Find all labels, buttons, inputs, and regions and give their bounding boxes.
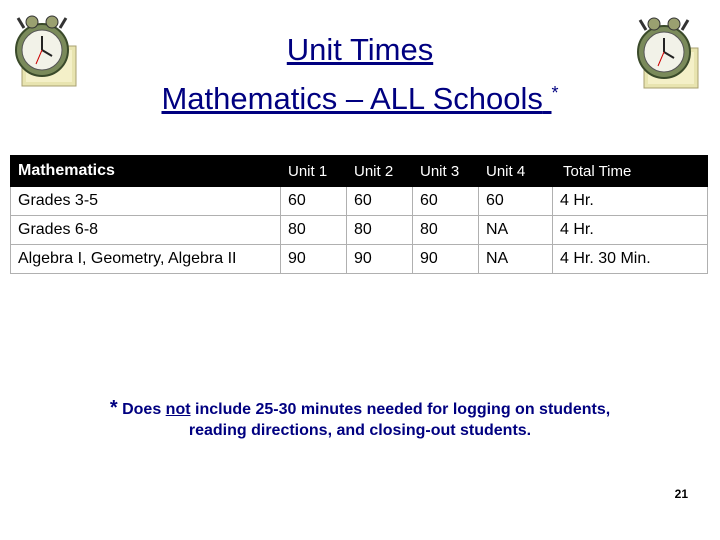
table-cell: 90 [413, 245, 479, 274]
table-cell: 60 [479, 187, 553, 216]
footnote-line-1 [0, 397, 720, 421]
table-cell: NA [479, 216, 553, 245]
table-cell: Grades 6-8 [11, 216, 281, 245]
table-cell: 80 [413, 216, 479, 245]
table-header-row [11, 156, 708, 187]
footnote-text-2: reading directions, and closing-out students. [188, 422, 532, 439]
table-row [11, 187, 708, 216]
header-cell: Mathematics [11, 156, 281, 187]
page-title [0, 30, 720, 70]
table-row [11, 216, 708, 245]
table-row [11, 245, 708, 274]
header-cell: Unit 4 [479, 156, 553, 187]
page-number: 21 [674, 487, 688, 501]
footnote-text: include 25-30 minutes needed for logging on students, [195, 401, 611, 418]
table-cell: 90 [281, 245, 347, 274]
unit-times-table [10, 155, 708, 274]
title-asterisk: * [551, 83, 559, 103]
page-subtitle [0, 73, 720, 119]
title-line-2: Mathematics – ALL Schools [161, 81, 543, 116]
table-cell: 4 Hr. 30 Min. [553, 245, 708, 274]
footnote-emphasis: not [165, 401, 191, 418]
table-cell: 60 [347, 187, 413, 216]
footnote-asterisk: * [109, 397, 118, 419]
table-cell: 80 [347, 216, 413, 245]
header-cell: Total Time [553, 156, 708, 187]
title-line-1: Unit Times [286, 32, 434, 67]
table-cell: 4 Hr. [553, 187, 708, 216]
header-cell: Unit 2 [347, 156, 413, 187]
table-cell: 80 [281, 216, 347, 245]
header-cell: Unit 3 [413, 156, 479, 187]
header-cell: Unit 1 [281, 156, 347, 187]
footnote-line-2 [0, 420, 720, 442]
footnote-prefix: Does [122, 401, 162, 418]
table-cell: 60 [413, 187, 479, 216]
table-cell: NA [479, 245, 553, 274]
table-cell: 90 [347, 245, 413, 274]
table-cell: Algebra I, Geometry, Algebra II [11, 245, 281, 274]
table-cell: Grades 3-5 [11, 187, 281, 216]
table-cell: 4 Hr. [553, 216, 708, 245]
table-cell: 60 [281, 187, 347, 216]
